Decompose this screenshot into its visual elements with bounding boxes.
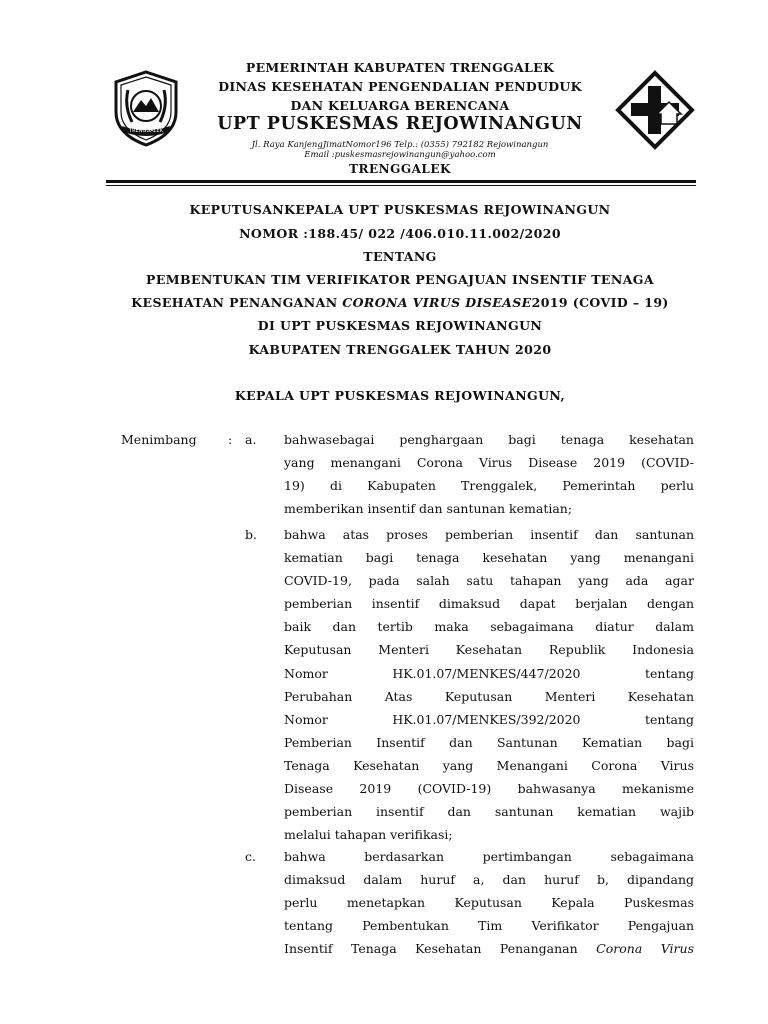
text-line: Nomor HK.01.07/MENKES/447/2020 tentang (284, 665, 694, 681)
logo-ribbon-text: TRENGGALEK (129, 128, 163, 134)
item-letter-b: b. (245, 527, 257, 542)
text-line: melalui tahapan verifikasi; (284, 827, 453, 843)
text-line: Keputusan Menteri Kesehatan Republik Indonesia (284, 642, 694, 658)
text-line: Disease 2019 (COVID-19) bahwasanya mekanisme (284, 781, 694, 797)
letterhead-rule-thick (106, 180, 696, 183)
text-line: memberikan insentif dan santunan kematian; (284, 501, 573, 517)
menimbang-label: Menimbang (121, 432, 197, 447)
italic-term: Corona Virus (596, 941, 694, 957)
item-text-a (284, 428, 694, 520)
text-line: perlu menetapkan Keputusan Kepala Puskesmas (284, 895, 694, 911)
letterhead-institution: UPT PUSKESMAS REJOWINANGUN (217, 114, 583, 134)
letterhead-address: Jl. Raya KanjengJimatNomor196 Telp.: (0355) 792182 Rejowinangun (251, 140, 549, 150)
text-line: Perubahan Atas Keputusan Menteri Kesehatan (284, 688, 694, 704)
letterhead-department-cont: DAN KELUARGA BERENCANA (290, 98, 510, 113)
text-line: Tenaga Kesehatan yang Menangani Corona Virus (284, 757, 694, 773)
letterhead-email: Email :puskesmasrejowinangun@yahoo.com (304, 150, 496, 160)
item-letter-c: c. (245, 849, 256, 864)
decree-subject-line2: KESEHATAN PENANGANAN CORONA VIRUS DISEASE2019 (COVID – 19) (131, 295, 669, 310)
text-line: yang menangani Corona Virus Disease 2019 (COVID- (284, 455, 694, 471)
text-line: COVID-19, pada salah satu tahapan yang ada agar (284, 573, 694, 589)
item-text-c (284, 845, 694, 960)
decree-title: KEPUTUSANKEPALA UPT PUSKESMAS REJOWINANGUN (189, 202, 611, 217)
text-line: pemberian insentif dan santunan kematian wajib (284, 804, 694, 820)
text-line: dimaksud dalam huruf a, dan huruf b, dipandang (284, 872, 694, 888)
text-line: bahwa atas proses pemberian insentif dan santunan (284, 527, 694, 542)
text-line: bahwa berdasarkan pertimbangan sebagaimana (284, 849, 694, 864)
text-line: kematian bagi tenaga kesehatan yang menangani (284, 550, 694, 566)
decree-subject-line1: PEMBENTUKAN TIM VERIFIKATOR PENGAJUAN INSENTIF TENAGA (146, 272, 654, 287)
text-line-mixed: Insentif Tenaga Kesehatan Penanganan Corona Virus (284, 941, 694, 957)
decree-subject-line3: DI UPT PUSKESMAS REJOWINANGUN (257, 318, 543, 333)
item-letter-a: a. (245, 432, 257, 447)
decree-subject-italic: CORONA VIRUS DISEASE (342, 295, 532, 310)
decree-subject-line4: KABUPATEN TRENGGALEK TAHUN 2020 (248, 342, 552, 357)
text-line: Nomor HK.01.07/MENKES/392/2020 tentang (284, 711, 694, 727)
decree-number: NOMOR :188.45/ 022 /406.010.11.002/2020 (239, 226, 561, 241)
menimbang-colon: : (228, 432, 233, 447)
item-text-b (284, 523, 694, 846)
text-line: baik dan tertib maka sebagaimana diatur dalam (284, 619, 694, 635)
letterhead-rule-thin (106, 185, 696, 186)
text-line: Pemberian Insentif dan Santunan Kematian bagi (284, 734, 694, 750)
regency-emblem-logo (106, 68, 186, 148)
issuer-heading: KEPALA UPT PUSKESMAS REJOWINANGUN, (234, 388, 566, 403)
text-line: pemberian insentif dimaksud dapat berjalan dengan (284, 596, 694, 612)
letterhead-department: DINAS KESEHATAN PENGENDALIAN PENDUDUK (218, 79, 582, 94)
text-line: tentang Pembentukan Tim Verifikator Pengajuan (284, 918, 694, 934)
decree-about: TENTANG (363, 249, 437, 264)
text-line: bahwasebagai penghargaan bagi tenaga kesehatan (284, 432, 694, 447)
letterhead-city: TRENGGALEK (349, 162, 451, 176)
puskesmas-logo (615, 70, 695, 150)
letterhead-government: PEMERINTAH KABUPATEN TRENGGALEK (245, 60, 555, 75)
text-line: 19) di Kabupaten Trenggalek, Pemerintah perlu (284, 478, 694, 494)
